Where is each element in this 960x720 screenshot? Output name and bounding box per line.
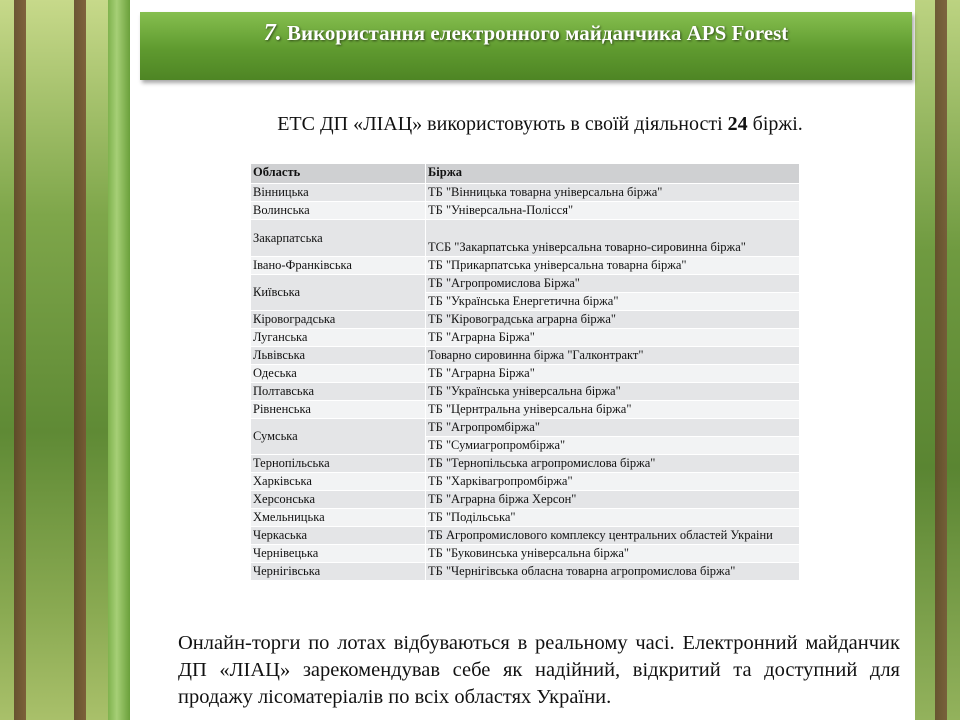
cell-exchange: ТБ "Тернопільська агропромислова біржа" — [426, 455, 800, 473]
table-row — [251, 202, 800, 220]
slide-title-text: Використання електронного майданчика APS Forest — [286, 21, 789, 45]
cell-exchange: ТБ "Аграрна біржа Херсон" — [426, 491, 800, 509]
cell-region: Чернівецька — [251, 545, 426, 563]
cell-exchange: ТБ "Харківагропромбіржа" — [426, 473, 800, 491]
cell-region: Чернігівська — [251, 563, 426, 581]
cell-exchange: ТБ "Агропромислова Біржа" — [426, 275, 800, 293]
cell-exchange: ТБ "Прикарпатська універсальна товарна біржа" — [426, 257, 800, 275]
table-body — [251, 184, 800, 581]
intro-text-after: біржі. — [747, 113, 803, 135]
table-row — [251, 545, 800, 563]
title-bar — [140, 12, 912, 80]
forest-background-right — [915, 0, 960, 720]
intro-sentence — [140, 113, 940, 136]
intro-text-before: ЕТС ДП «ЛІАЦ» використовують в своїй діяльності — [277, 113, 728, 135]
closing-paragraph: Онлайн-торги по лотах відбуваються в реальному часі. Електронний майданчик ДП «ЛІАЦ» зарекомендував себе як надійний, відкритий та доступний для продажу лісоматеріалів по всіх областях України. — [178, 632, 900, 708]
cell-exchange: ТБ "Чернігівська обласна товарна агропромислова біржа" — [426, 563, 800, 581]
cell-exchange: ТБ Агропромислового комплексу центральних областей Украіни — [426, 527, 800, 545]
cell-region: Вінницька — [251, 184, 426, 202]
column-header-region: Область — [251, 164, 426, 184]
table-row — [251, 419, 800, 437]
cell-exchange: ТБ "Агропромбіржа" — [426, 419, 800, 437]
cell-region: Херсонська — [251, 491, 426, 509]
cell-region: Хмельницька — [251, 509, 426, 527]
table-row — [251, 563, 800, 581]
cell-exchange: ТБ "Українська універсальна біржа" — [426, 383, 800, 401]
cell-exchange: ТБ "Універсальна-Полісся" — [426, 202, 800, 220]
cell-exchange: ТБ "Аграрна Біржа" — [426, 329, 800, 347]
table-row — [251, 509, 800, 527]
cell-region: Івано-Франківська — [251, 257, 426, 275]
column-header-exchange: Біржа — [426, 164, 800, 184]
cell-exchange: ТБ "Цернтральна універсальна біржа" — [426, 401, 800, 419]
table-row — [251, 311, 800, 329]
table-row — [251, 473, 800, 491]
cell-exchange: ТСБ "Закарпатська універсальна товарно-сировинна біржа" — [426, 220, 800, 257]
cell-region: Тернопільська — [251, 455, 426, 473]
cell-exchange: Товарно сировинна біржа "Галконтракт" — [426, 347, 800, 365]
cell-region: Київська — [251, 275, 426, 311]
cell-region: Луганська — [251, 329, 426, 347]
slide-title — [140, 20, 912, 47]
table-row — [251, 257, 800, 275]
table-row — [251, 365, 800, 383]
cell-region: Сумська — [251, 419, 426, 455]
table-row — [251, 383, 800, 401]
green-accent-stripe — [108, 0, 130, 720]
exchanges-table — [250, 163, 800, 581]
table-row — [251, 329, 800, 347]
cell-exchange: ТБ "Аграрна Біржа" — [426, 365, 800, 383]
cell-region: Одеська — [251, 365, 426, 383]
table-row — [251, 275, 800, 293]
cell-region: Черкаська — [251, 527, 426, 545]
table-row — [251, 184, 800, 202]
cell-region: Полтавська — [251, 383, 426, 401]
exchanges-table-container — [250, 163, 800, 581]
cell-exchange: ТБ "Подільська" — [426, 509, 800, 527]
cell-exchange: ТБ "Буковинська універсальна біржа" — [426, 545, 800, 563]
slide-number: 7. — [263, 20, 282, 46]
table-header-row — [251, 164, 800, 184]
cell-region: Львівська — [251, 347, 426, 365]
cell-exchange: ТБ "Сумиагропромбіржа" — [426, 437, 800, 455]
table-row — [251, 527, 800, 545]
table-row — [251, 220, 800, 257]
cell-exchange: ТБ "Українська Енергетична біржа" — [426, 293, 800, 311]
table-row — [251, 347, 800, 365]
table-row — [251, 401, 800, 419]
table-row — [251, 455, 800, 473]
cell-exchange: ТБ "Вінницька товарна універсальна біржа" — [426, 184, 800, 202]
cell-region: Рівненська — [251, 401, 426, 419]
table-row — [251, 491, 800, 509]
cell-region: Волинська — [251, 202, 426, 220]
cell-region: Закарпатська — [251, 220, 426, 257]
exchange-count: 24 — [727, 113, 748, 135]
cell-region: Харківська — [251, 473, 426, 491]
cell-exchange: ТБ "Кіровоградська аграрна біржа" — [426, 311, 800, 329]
cell-region: Кіровоградська — [251, 311, 426, 329]
